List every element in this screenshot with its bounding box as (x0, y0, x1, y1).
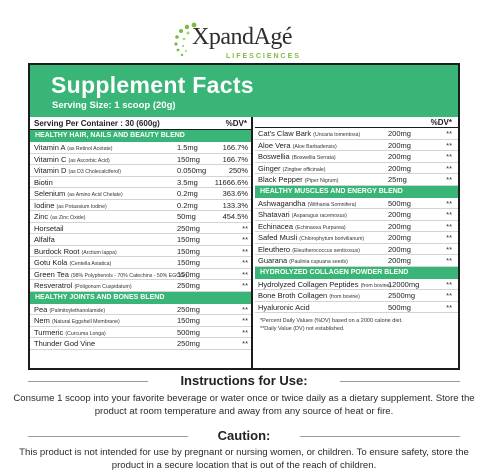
blend1-rows (30, 142, 251, 292)
ingredient-label: Echinacea (258, 221, 294, 231)
ingredient-dv: ** (446, 210, 452, 219)
dv-header-right: %DV* (430, 118, 452, 127)
ingredient-row (30, 234, 251, 246)
ingredient-row (30, 165, 251, 177)
ingredient-amount: 200mg (388, 140, 411, 150)
ingredient-label: Gotu Kola (34, 258, 68, 267)
ingredient-dv: ** (446, 140, 452, 150)
ingredient-amount: 250mg (177, 339, 200, 348)
ingredient-row (255, 279, 458, 291)
instructions-text: Consume 1 scoop into your favorite beverage or water once or twice daily as a dietary supplement. Store the product at room temperature and away from any source of heat or fire. (13, 393, 475, 417)
caution-heading (0, 428, 488, 443)
ingredient-dv: ** (446, 129, 452, 138)
ingredient-row (30, 280, 251, 292)
ingredient-source: (Poligonum Cuspidatum) (74, 284, 132, 290)
ingredient-amount: 0.050mg (177, 166, 207, 175)
ingredient-dv: ** (446, 256, 452, 265)
blend-muscles-energy: HEALTHY MUSCLES AND ENERGY BLEND (255, 186, 458, 198)
ingredient-amount: 50mg (177, 212, 196, 221)
ingredient-source: (Piper Nigrum) (304, 178, 339, 184)
ingredient-amount: 12000mg (388, 279, 420, 289)
ingredient-label: Biotin (34, 177, 53, 187)
ingredient-dv: ** (242, 339, 248, 348)
ingredient-row (30, 257, 251, 269)
ingredient-source: (Arctium lappa) (81, 249, 117, 256)
ingredient-row (30, 223, 251, 235)
ingredient-amount: 150mg (177, 154, 200, 164)
ingredient-source: (as D3 Cholecalciferol) (68, 169, 121, 175)
ingredient-label: Eleuthero (258, 244, 291, 254)
ingredient-dv: ** (446, 233, 452, 242)
ingredient-dv: 250% (228, 166, 248, 175)
blend3-rows (255, 198, 458, 267)
ingredient-row (30, 327, 251, 339)
ingredient-dv: ** (446, 302, 452, 312)
ingredient-dv: ** (446, 198, 452, 208)
ingredient-row (255, 221, 458, 233)
brand-name: XpandAgé (192, 24, 292, 50)
ingredient-label: Burdock Root (34, 246, 80, 256)
right-column (255, 117, 458, 368)
ingredient-label: Safed Musli (258, 233, 298, 242)
ingredient-source: (Boswellia Serrata) (291, 155, 336, 161)
ingredient-dv: ** (242, 316, 248, 325)
facts-header (30, 65, 458, 117)
instructions-heading (0, 373, 488, 388)
ingredient-label: Iodine (34, 200, 55, 210)
ingredient-amount: 0.2mg (177, 189, 198, 198)
ingredient-label: Pea (34, 304, 48, 314)
ingredient-dv: 363.6% (222, 189, 248, 198)
ingredient-label: Zinc (34, 212, 49, 221)
ingredient-amount: 150mg (177, 246, 200, 256)
ingredient-row (255, 255, 458, 267)
ingredient-source: (as Potassium Iodine) (56, 203, 107, 210)
ingredient-source: (Palmitoylethanolamide) (49, 307, 106, 314)
ingredient-label: Aloe Vera (258, 140, 291, 150)
ingredient-source: (98% Polyphenols - 70% Catechins - 50% EGCG ) (70, 272, 188, 279)
ingredient-amount: 200mg (388, 256, 411, 265)
ingredient-amount: 2500mg (388, 291, 416, 300)
dv-header-left: %DV* (225, 119, 247, 128)
ingredient-dv: ** (446, 279, 452, 289)
ingredient-row (255, 198, 458, 210)
ingredient-label: Nem (34, 316, 50, 325)
ingredient-row (30, 177, 251, 189)
ingredient-label: Cat's Claw Bark (258, 129, 312, 138)
ingredient-label: Vitamin A (34, 143, 66, 152)
ingredient-source: (as Zinc Oxide) (50, 215, 86, 221)
ingredient-label: Alfalfa (34, 235, 55, 244)
ingredient-dv: 166.7% (222, 143, 248, 152)
ingredient-amount: 200mg (388, 233, 411, 242)
ingredient-row (30, 304, 251, 316)
ingredient-row (255, 174, 458, 186)
ingredient-source: (from bovine) (329, 294, 360, 300)
ingredient-row (30, 200, 251, 212)
ingredient-source: (Chlorophytum borivilianum) (299, 236, 365, 242)
ingredient-row (30, 315, 251, 327)
ingredient-row (30, 154, 251, 166)
footnote-dv: *Percent Daily Values (%DV) based on a 2000 calorie diet. (260, 318, 403, 324)
caution-text: This product is not intended for use by pregnant or nursing women, or children. To ensure safety, store the product in a secure location that is out of the reach of children. (19, 447, 469, 471)
ingredient-dv: ** (242, 304, 248, 314)
ingredient-dv: ** (242, 327, 248, 337)
ingredient-dv: ** (446, 175, 452, 184)
ingredient-label: Hyaluronic Acid (258, 302, 310, 312)
ingredient-source: (from bovine) (360, 282, 392, 289)
ingredient-source: (Echinacea Purpurea) (295, 224, 346, 231)
ingredient-amount: 200mg (388, 129, 411, 138)
ingredient-row (255, 232, 458, 244)
ingredient-source: (Natural Eggshell Membrane) (51, 319, 120, 325)
ingredient-row (30, 142, 251, 154)
left-column (30, 117, 253, 368)
ingredient-dv: ** (242, 246, 248, 256)
ingredient-row (255, 151, 458, 163)
ingredient-amount: 200mg (388, 152, 411, 161)
ingredient-source: (Asparagus racemosus) (291, 213, 347, 219)
ingredient-name (34, 223, 64, 234)
ingredient-source: (Aloe Barbadensis) (292, 143, 337, 150)
ingredient-label: Horsetail (34, 223, 64, 233)
ingredient-label: Vitamin D (34, 166, 67, 175)
ingredient-amount: 0.2mg (177, 200, 198, 210)
ingredient-source: (Centella Asiatica) (69, 261, 112, 267)
dv-header-row (255, 117, 458, 128)
ingredient-source: (Uncaria tomentosa) (313, 132, 361, 138)
ingredient-label: Black Pepper (258, 175, 303, 184)
ingredient-source: (as Retinol Acetate) (67, 146, 113, 152)
instructions-title: Instructions for Use: (180, 373, 308, 388)
ingredient-amount: 500mg (388, 302, 411, 312)
ingredient-name (34, 234, 55, 245)
ingredient-dv: 133.3% (222, 200, 248, 210)
facts-title: Supplement Facts (51, 72, 254, 98)
ingredient-row (255, 209, 458, 221)
ingredient-row (255, 302, 458, 314)
ingredient-amount: 25mg (388, 175, 407, 184)
ingredient-label: Resveratrol (34, 281, 73, 290)
ingredient-amount: 1.5mg (177, 143, 198, 152)
ingredient-name (34, 338, 95, 349)
ingredient-label: Vitamin C (34, 154, 67, 164)
ingredient-dv: ** (242, 269, 248, 279)
ingredient-dv: ** (242, 281, 248, 290)
ingredient-label: Hydrolyzed Collagen Peptides (258, 279, 359, 289)
ingredient-name (258, 302, 310, 313)
ingredient-source: (Curcuma Longa) (65, 330, 106, 337)
footnote-not-established: **Daily Value (DV) not established. (260, 326, 345, 332)
blend-collagen: HYDROLYZED COLLAGEN POWDER BLEND (255, 267, 458, 279)
ingredient-amount: 200mg (388, 244, 411, 254)
brand-logo (172, 20, 322, 64)
ingredient-label: Boswellia (258, 152, 290, 161)
ingredient-label: Green Tea (34, 269, 69, 279)
ingredient-amount: 500mg (177, 327, 200, 337)
ingredient-row (255, 140, 458, 152)
ingredient-source: (Eleutherococcus senticosus) (292, 247, 360, 254)
ingredient-dv: ** (446, 152, 452, 161)
servings-row (30, 117, 251, 130)
ingredient-row (30, 269, 251, 281)
ingredient-amount: 200mg (388, 210, 411, 219)
brand-tagline: LIFESCIENCES (226, 53, 301, 60)
ingredient-source: (Paulinia cupuana seeds) (289, 259, 348, 265)
divider (300, 436, 460, 437)
ingredient-dv: ** (242, 258, 248, 267)
ingredient-amount: 250mg (177, 281, 200, 290)
ingredient-row (30, 211, 251, 223)
ingredient-row (255, 244, 458, 256)
ingredient-dv: ** (446, 221, 452, 231)
ingredient-label: Guarana (258, 256, 288, 265)
ingredient-label: Thunder God Vine (34, 339, 96, 348)
ingredient-label: Selenium (34, 189, 66, 198)
ingredient-source: (as Amino Acid Chelate) (67, 192, 123, 198)
ingredient-row (255, 163, 458, 175)
ingredient-amount: 150mg (177, 235, 200, 244)
serving-size: Serving Size: 1 scoop (20g) (52, 100, 176, 111)
ingredient-label: Ashwagandha (258, 198, 306, 208)
ingredient-row (255, 290, 458, 302)
ingredient-name (34, 177, 53, 188)
ingredient-dv: 11666.6% (214, 177, 248, 187)
ingredient-dv: 454.5% (222, 212, 248, 221)
ingredient-amount: 200mg (388, 221, 411, 231)
ingredient-row (30, 188, 251, 200)
ingredient-amount: 3.5mg (177, 177, 198, 187)
ingredient-amount: 250mg (177, 223, 200, 233)
divider (28, 436, 188, 437)
ingredient-amount: 150mg (177, 258, 200, 267)
footnotes (255, 313, 458, 333)
ingredient-dv: ** (242, 235, 248, 244)
servings-label: Serving Per Container : 30 (600g) (34, 119, 160, 128)
divider (28, 381, 148, 382)
ingredient-amount: 150mg (177, 269, 200, 279)
ingredient-amount: 250mg (177, 304, 200, 314)
ingredient-dv: ** (446, 291, 452, 300)
ingredient-amount: 500mg (388, 198, 411, 208)
ingredient-amount: 150mg (177, 316, 200, 325)
blend-hair-nails-beauty: HEALTHY HAIR, NAILS AND BEAUTY BLEND (30, 130, 251, 142)
blend2-rows (30, 304, 251, 350)
ingredient-dv: ** (242, 223, 248, 233)
ingredient-label: Ginger (258, 163, 281, 173)
blend4-rows (255, 279, 458, 314)
supplement-facts-panel (28, 63, 460, 370)
ingredient-dv: 166.7% (222, 154, 248, 164)
ingredient-dv: ** (446, 163, 452, 173)
ingredient-source: (as Ascorbic Acid) (68, 157, 110, 164)
ingredient-amount: 200mg (388, 163, 411, 173)
ingredient-row (30, 246, 251, 258)
ingredient-dv: ** (446, 244, 452, 254)
ingredient-label: Shatavari (258, 210, 290, 219)
blend-joints-bones: HEALTHY JOINTS AND BONES BLEND (30, 292, 251, 304)
caution-title: Caution: (217, 428, 271, 443)
ingredient-source: (Withania Somnifera) (307, 201, 357, 208)
ingredient-label: Turmeric (34, 327, 64, 337)
ingredient-row (30, 338, 251, 350)
ingredient-label: Bone Broth Collagen (258, 291, 328, 300)
blend0-rows (255, 128, 458, 186)
divider (340, 381, 460, 382)
ingredient-row (255, 128, 458, 140)
ingredient-source: (Zingber officinale) (282, 166, 326, 173)
